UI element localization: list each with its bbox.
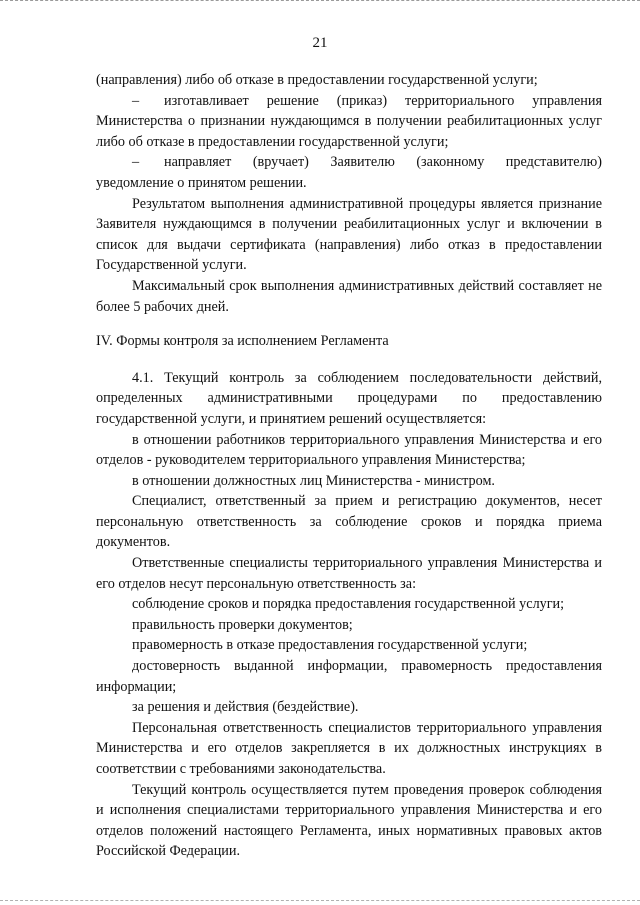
paragraph-15: за решения и действия (бездействие). [132, 699, 359, 716]
paragraph-13: правомерность в отказе предоставления государственной услуги; [132, 637, 528, 654]
scan-edge-top [0, 0, 640, 3]
paragraph-17: Текущий контроль осуществляется путем проведения проверок соблюдения и исполнения специалистами территориального управления Министерства и его отделов положений настоящего Регламента, иных нормативных правовых актов Российской Федерации. [96, 781, 602, 860]
paragraph-3-text: направляет (вручает) Заявителю (законному представителю) уведомление о принятом решении. [96, 154, 602, 191]
paragraph-10: Ответственные специалисты территориального управления Министерства и его отделов несут персональную ответственность за: [96, 555, 602, 592]
scan-edge-bottom [0, 900, 640, 903]
document-body [96, 70, 602, 862]
paragraph-4: Результатом выполнения административной процедуры является признание Заявителя нуждающимся в получении реабилитационных услуг и включении в список для выдачи сертификата (направления) либо отказ в предоставлении Государственной услуги. [96, 195, 602, 274]
paragraph-3 [96, 152, 602, 193]
paragraph-1: (направления) либо об отказе в предоставлении государственной услуги; [96, 72, 538, 88]
paragraph-8: в отношении должностных лиц Министерства - министром. [132, 472, 495, 489]
paragraph-2 [96, 91, 602, 153]
paragraph-11: соблюдение сроков и порядка предоставления государственной услуги; [132, 596, 565, 613]
paragraph-16: Персональная ответственность специалистов территориального управления Министерства и его отделов закрепляется в их должностных инструкциях в соответствии с требованиями законодательства. [96, 719, 602, 777]
paragraph-12: правильность проверки документов; [132, 616, 353, 633]
paragraph-2-text: изготавливает решение (приказ) территориального управления Министерства о признании нуждающимся в получении реабилитационных услуг либо об отказе в предоставлении государственной услуги; [96, 92, 602, 150]
paragraph-14: достоверность выданной информации, правомерность предоставления информации; [96, 658, 602, 695]
list-dash: – [132, 154, 140, 171]
paragraph-9: Специалист, ответственный за прием и регистрацию документов, несет персональную ответственность за соблюдение сроков и порядка приема документов. [96, 493, 602, 551]
paragraph-6: 4.1. Текущий контроль за соблюдением последовательности действий, определенных административными процедурами по предоставлению государственной услуги, и принятием решений осуществляется: [96, 369, 602, 427]
list-dash: – [132, 92, 140, 109]
paragraph-7: в отношении работников территориального управления Министерства и его отделов - руководителем территориального управления Министерства; [96, 431, 602, 469]
paragraph-5: Максимальный срок выполнения административных действий составляет не более 5 рабочих дней. [96, 277, 602, 315]
section-heading: IV. Формы контроля за исполнением Регламента [96, 333, 389, 350]
page-number: 21 [312, 35, 328, 51]
